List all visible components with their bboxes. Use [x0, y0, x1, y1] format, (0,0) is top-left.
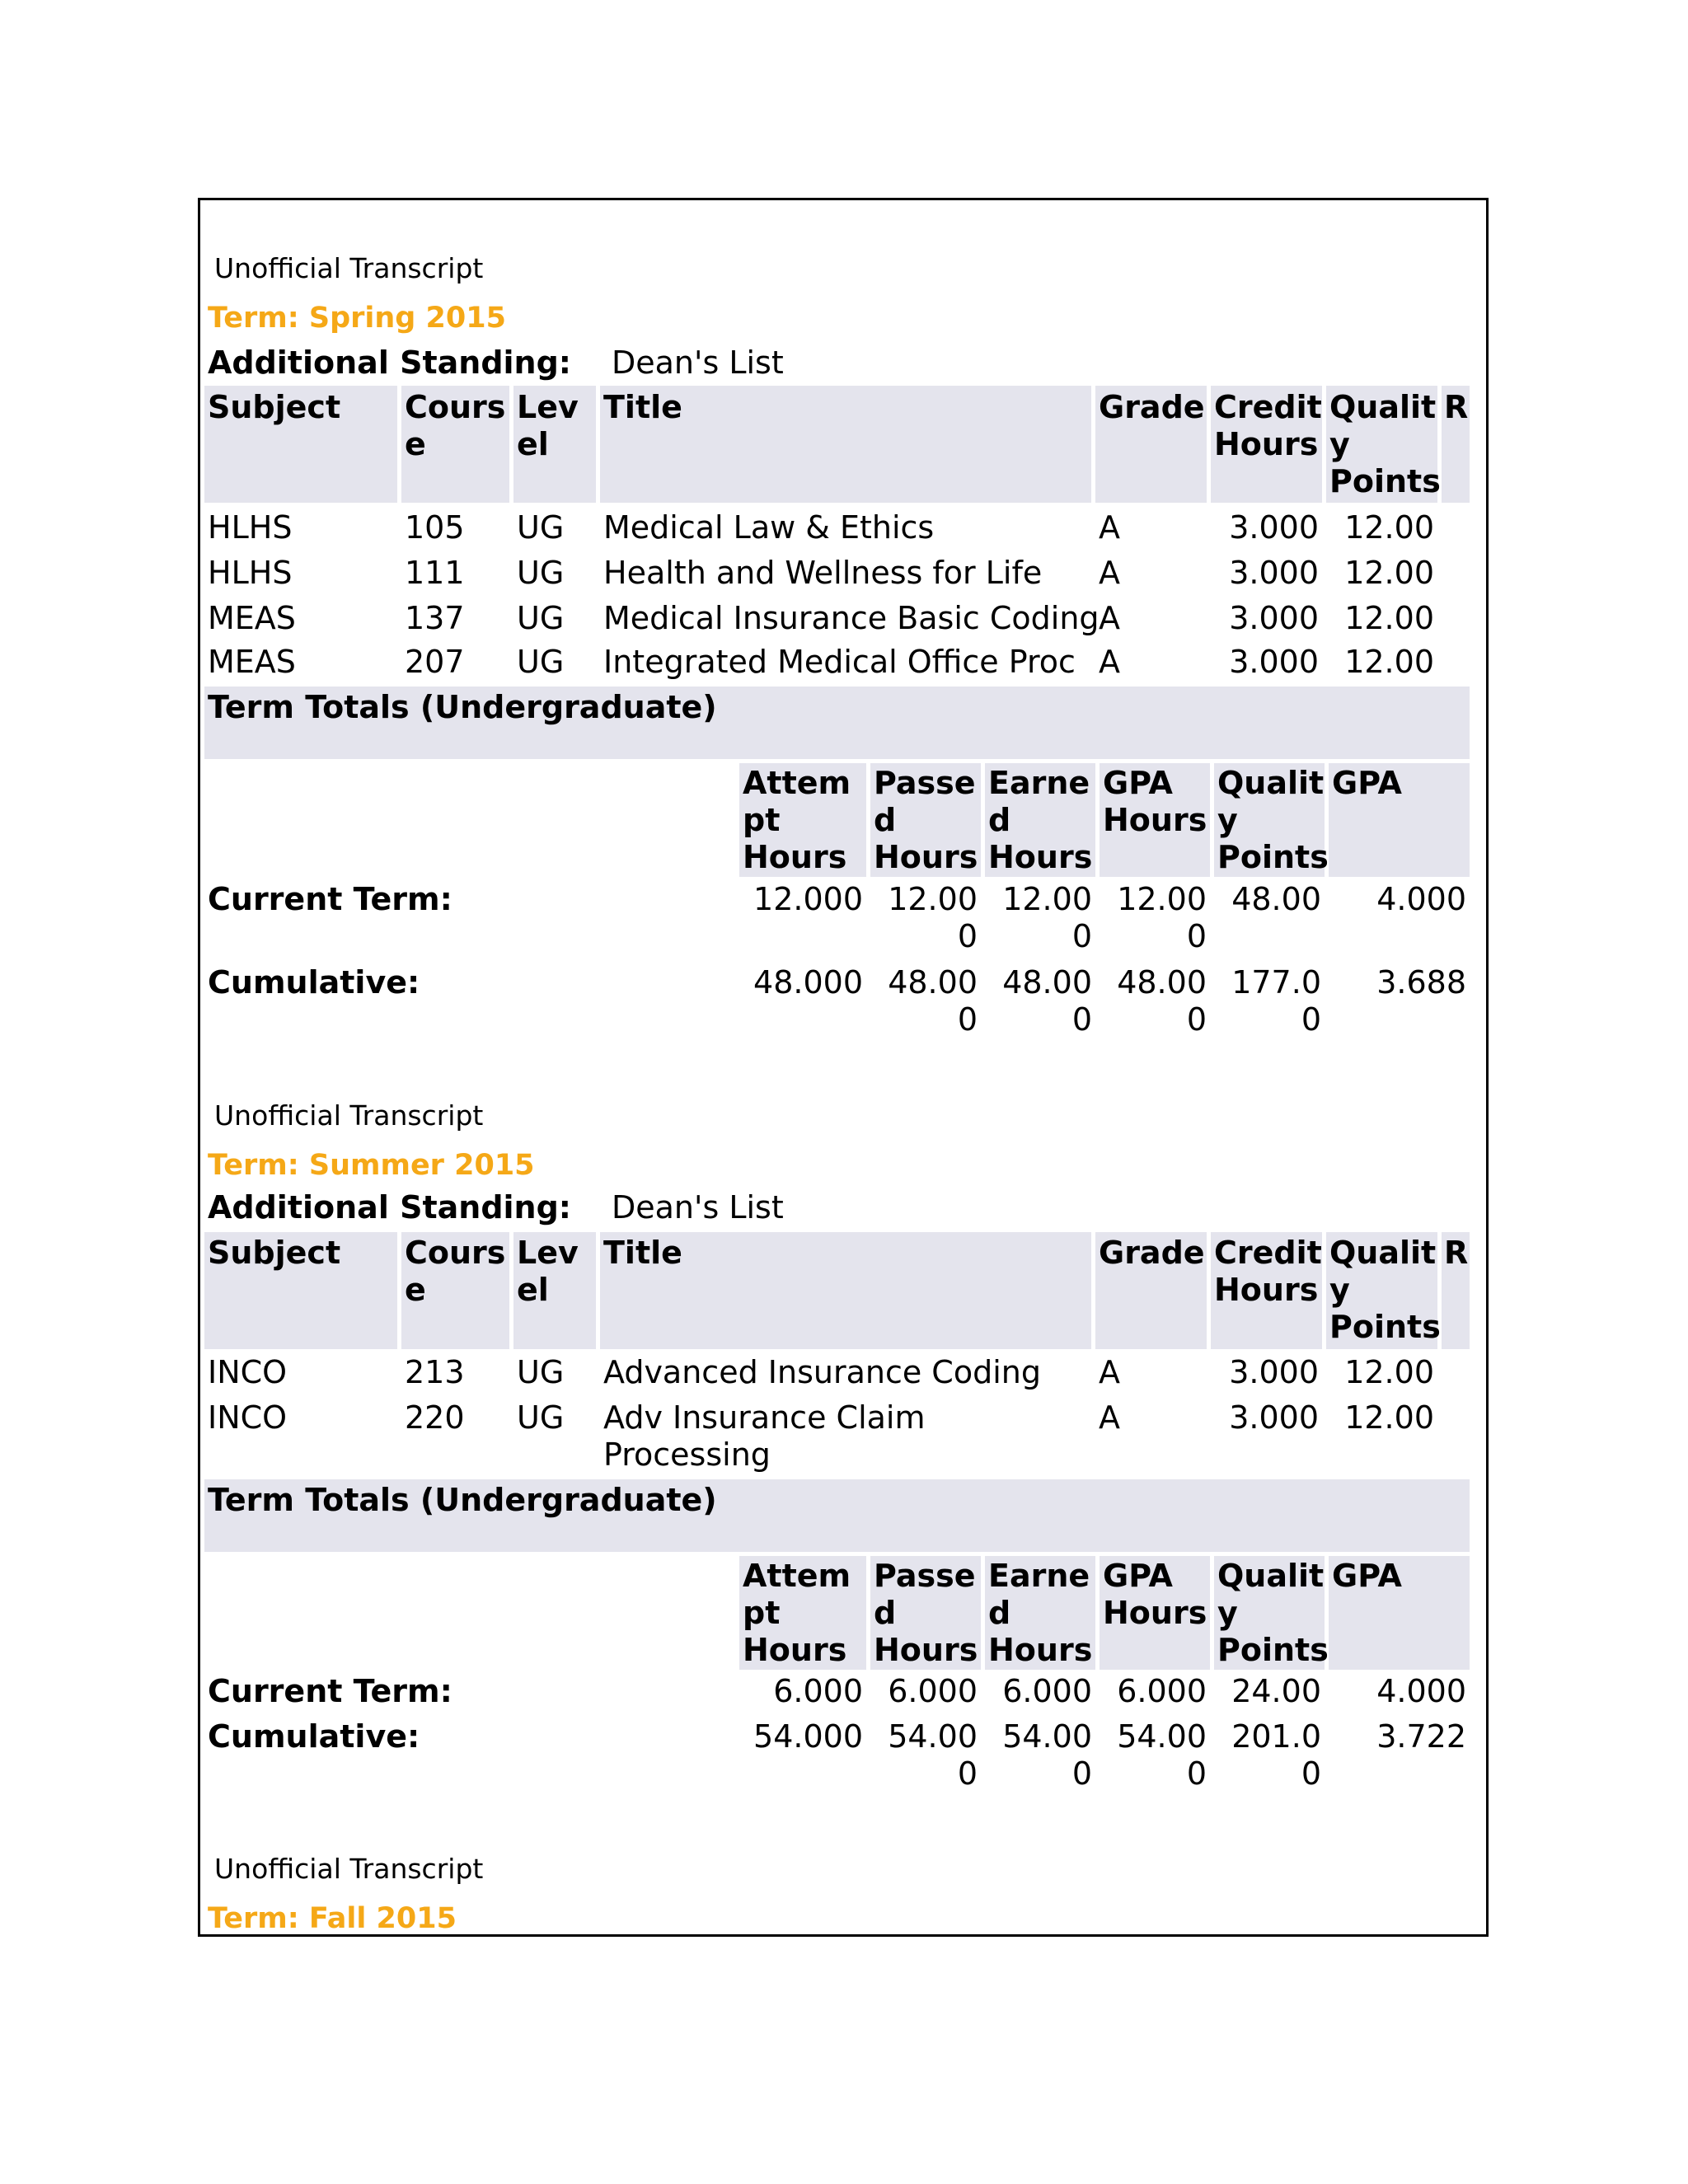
col-title: Title [603, 1235, 682, 1271]
totals-col-passed: d [874, 802, 897, 838]
col-course: e [405, 426, 426, 462]
term-heading: Term: Fall 2015 [208, 1902, 457, 1935]
cumulative-label: Cumulative: [208, 964, 420, 1001]
totals-col-passed: Hours [874, 1632, 978, 1668]
cumulative-earned: 48.00 [1002, 964, 1092, 1001]
col-subject: Subject [208, 389, 341, 425]
totals-col-gpa-hours: Hours [1103, 802, 1207, 838]
current-quality: 24.00 [1231, 1673, 1321, 1709]
col-quality: y [1329, 1272, 1350, 1308]
totals-col-attempt: pt [743, 1595, 781, 1631]
term-heading: Term: Summer 2015 [208, 1149, 535, 1182]
totals-col-passed: Hours [874, 839, 978, 875]
cell-grade: A [1099, 1399, 1120, 1436]
term-totals-label: Term Totals (Undergraduate) [208, 1482, 717, 1518]
totals-col-attempt: Attem [743, 1558, 851, 1594]
cell-title: Integrated Medical Office Proc [603, 644, 1076, 680]
col-course: e [405, 1272, 426, 1308]
cell-course: 207 [405, 644, 465, 680]
totals-col-earned: Earne [988, 1558, 1090, 1594]
cell-quality: 12.00 [1344, 644, 1434, 680]
cumulative-gpa-hours: 0 [1186, 1755, 1207, 1792]
cell-grade: A [1099, 1354, 1120, 1390]
cell-level: UG [517, 644, 565, 680]
cell-level: UG [517, 555, 565, 591]
current-term-label: Current Term: [208, 881, 452, 917]
cell-grade: A [1099, 600, 1120, 636]
cell-level: UG [517, 1399, 565, 1436]
cell-grade: A [1099, 644, 1120, 680]
standing-label: Additional Standing: [208, 344, 571, 381]
cell-quality: 12.00 [1344, 1399, 1434, 1436]
totals-col-earned: d [988, 1595, 1011, 1631]
totals-col-gpa-hours: GPA [1103, 1558, 1173, 1594]
cell-title: Medical Law & Ethics [603, 509, 935, 546]
col-quality: y [1329, 426, 1350, 462]
totals-col-gpa: GPA [1332, 765, 1402, 801]
cell-title: Processing [603, 1436, 771, 1473]
cell-credit: 3.000 [1229, 600, 1319, 636]
totals-col-gpa-hours: Hours [1103, 1595, 1207, 1631]
totals-col-quality: Points [1217, 839, 1329, 875]
cumulative-passed: 48.00 [888, 964, 978, 1001]
col-r: R [1444, 1235, 1469, 1271]
current-earned: 12.00 [1002, 881, 1092, 917]
current-gpa-hours: 6.000 [1117, 1673, 1207, 1709]
current-gpa-hours: 0 [1186, 918, 1207, 954]
totals-col-quality: Qualit [1217, 1558, 1325, 1594]
totals-col-quality: y [1217, 802, 1238, 838]
totals-col-quality: y [1217, 1595, 1238, 1631]
totals-col-gpa-hours: GPA [1103, 765, 1173, 801]
document-title: Unofficial Transcript [214, 1099, 484, 1132]
current-gpa: 4.000 [1376, 881, 1466, 917]
cell-level: UG [517, 509, 565, 546]
totals-col-attempt: pt [743, 802, 781, 838]
totals-col-earned: d [988, 802, 1011, 838]
col-credit: Credit [1214, 389, 1322, 425]
totals-col-passed: d [874, 1595, 897, 1631]
cell-credit: 3.000 [1229, 509, 1319, 546]
current-attempt: 12.000 [753, 881, 863, 917]
cell-subject: HLHS [208, 509, 293, 546]
col-quality: Points [1329, 1309, 1441, 1345]
col-r: R [1444, 389, 1469, 425]
col-grade: Grade [1099, 389, 1205, 425]
cumulative-passed: 54.00 [888, 1718, 978, 1755]
cumulative-quality: 0 [1301, 1001, 1321, 1038]
current-quality: 48.00 [1231, 881, 1321, 917]
current-attempt: 6.000 [773, 1673, 863, 1709]
cell-credit: 3.000 [1229, 1354, 1319, 1390]
totals-col-attempt: Attem [743, 765, 851, 801]
cumulative-attempt: 54.000 [753, 1718, 863, 1755]
cell-quality: 12.00 [1344, 600, 1434, 636]
cumulative-gpa-hours: 0 [1186, 1001, 1207, 1038]
col-grade: Grade [1099, 1235, 1205, 1271]
cell-subject: INCO [208, 1354, 288, 1390]
cumulative-attempt: 48.000 [753, 964, 863, 1001]
cell-level: UG [517, 600, 565, 636]
cumulative-label: Cumulative: [208, 1718, 420, 1755]
current-passed: 12.00 [888, 881, 978, 917]
cell-title: Advanced Insurance Coding [603, 1354, 1041, 1390]
current-earned: 6.000 [1002, 1673, 1092, 1709]
cell-course: 105 [405, 509, 465, 546]
current-passed: 0 [957, 918, 978, 954]
current-earned: 0 [1071, 918, 1092, 954]
col-level: Lev [517, 1235, 579, 1271]
col-course: Cours [405, 1235, 506, 1271]
cumulative-earned: 0 [1071, 1001, 1092, 1038]
cumulative-gpa-hours: 54.00 [1117, 1718, 1207, 1755]
cell-credit: 3.000 [1229, 1399, 1319, 1436]
totals-col-gpa: GPA [1332, 1558, 1402, 1594]
cell-subject: INCO [208, 1399, 288, 1436]
col-course: Cours [405, 389, 506, 425]
cell-course: 220 [405, 1399, 465, 1436]
cumulative-passed: 0 [957, 1755, 978, 1792]
cell-level: UG [517, 1354, 565, 1390]
totals-col-quality: Points [1217, 1632, 1329, 1668]
standing-value: Dean's List [612, 1189, 784, 1226]
col-subject: Subject [208, 1235, 341, 1271]
col-level: Lev [517, 389, 579, 425]
totals-col-earned: Hours [988, 1632, 1093, 1668]
cell-subject: HLHS [208, 555, 293, 591]
totals-col-attempt: Hours [743, 1632, 847, 1668]
cumulative-quality: 201.0 [1231, 1718, 1321, 1755]
totals-col-earned: Earne [988, 765, 1090, 801]
current-gpa: 4.000 [1376, 1673, 1466, 1709]
col-credit: Hours [1214, 426, 1319, 462]
col-quality: Points [1329, 463, 1441, 499]
cell-credit: 3.000 [1229, 644, 1319, 680]
term-totals-label: Term Totals (Undergraduate) [208, 689, 717, 725]
cell-quality: 12.00 [1344, 555, 1434, 591]
col-level: el [517, 1272, 549, 1308]
cumulative-quality: 0 [1301, 1755, 1321, 1792]
col-credit: Hours [1214, 1272, 1319, 1308]
cell-subject: MEAS [208, 644, 296, 680]
cell-course: 213 [405, 1354, 465, 1390]
totals-col-quality: Qualit [1217, 765, 1325, 801]
cumulative-gpa-hours: 48.00 [1117, 964, 1207, 1001]
cumulative-earned: 0 [1071, 1755, 1092, 1792]
cell-quality: 12.00 [1344, 1354, 1434, 1390]
document-title: Unofficial Transcript [214, 252, 484, 284]
col-level: el [517, 426, 549, 462]
cumulative-earned: 54.00 [1002, 1718, 1092, 1755]
col-quality: Qualit [1329, 389, 1437, 425]
totals-col-earned: Hours [988, 839, 1093, 875]
cell-course: 137 [405, 600, 465, 636]
cell-title: Adv Insurance Claim [603, 1399, 926, 1436]
cell-subject: MEAS [208, 600, 296, 636]
standing-value: Dean's List [612, 344, 784, 381]
totals-col-attempt: Hours [743, 839, 847, 875]
cell-quality: 12.00 [1344, 509, 1434, 546]
cell-title: Health and Wellness for Life [603, 555, 1043, 591]
term-heading: Term: Spring 2015 [208, 302, 506, 335]
cell-grade: A [1099, 555, 1120, 591]
col-title: Title [603, 389, 682, 425]
standing-label: Additional Standing: [208, 1189, 571, 1226]
col-quality: Qualit [1329, 1235, 1437, 1271]
cumulative-passed: 0 [957, 1001, 978, 1038]
cumulative-gpa: 3.688 [1376, 964, 1466, 1001]
current-term-label: Current Term: [208, 1673, 452, 1709]
cell-credit: 3.000 [1229, 555, 1319, 591]
col-credit: Credit [1214, 1235, 1322, 1271]
current-gpa-hours: 12.00 [1117, 881, 1207, 917]
cumulative-quality: 177.0 [1231, 964, 1321, 1001]
totals-col-passed: Passe [874, 1558, 976, 1594]
cumulative-gpa: 3.722 [1376, 1718, 1466, 1755]
current-passed: 6.000 [888, 1673, 978, 1709]
document-title: Unofficial Transcript [214, 1853, 484, 1885]
cell-course: 111 [405, 555, 465, 591]
cell-title: Medical Insurance Basic Coding [603, 600, 1100, 636]
totals-col-passed: Passe [874, 765, 976, 801]
cell-grade: A [1099, 509, 1120, 546]
